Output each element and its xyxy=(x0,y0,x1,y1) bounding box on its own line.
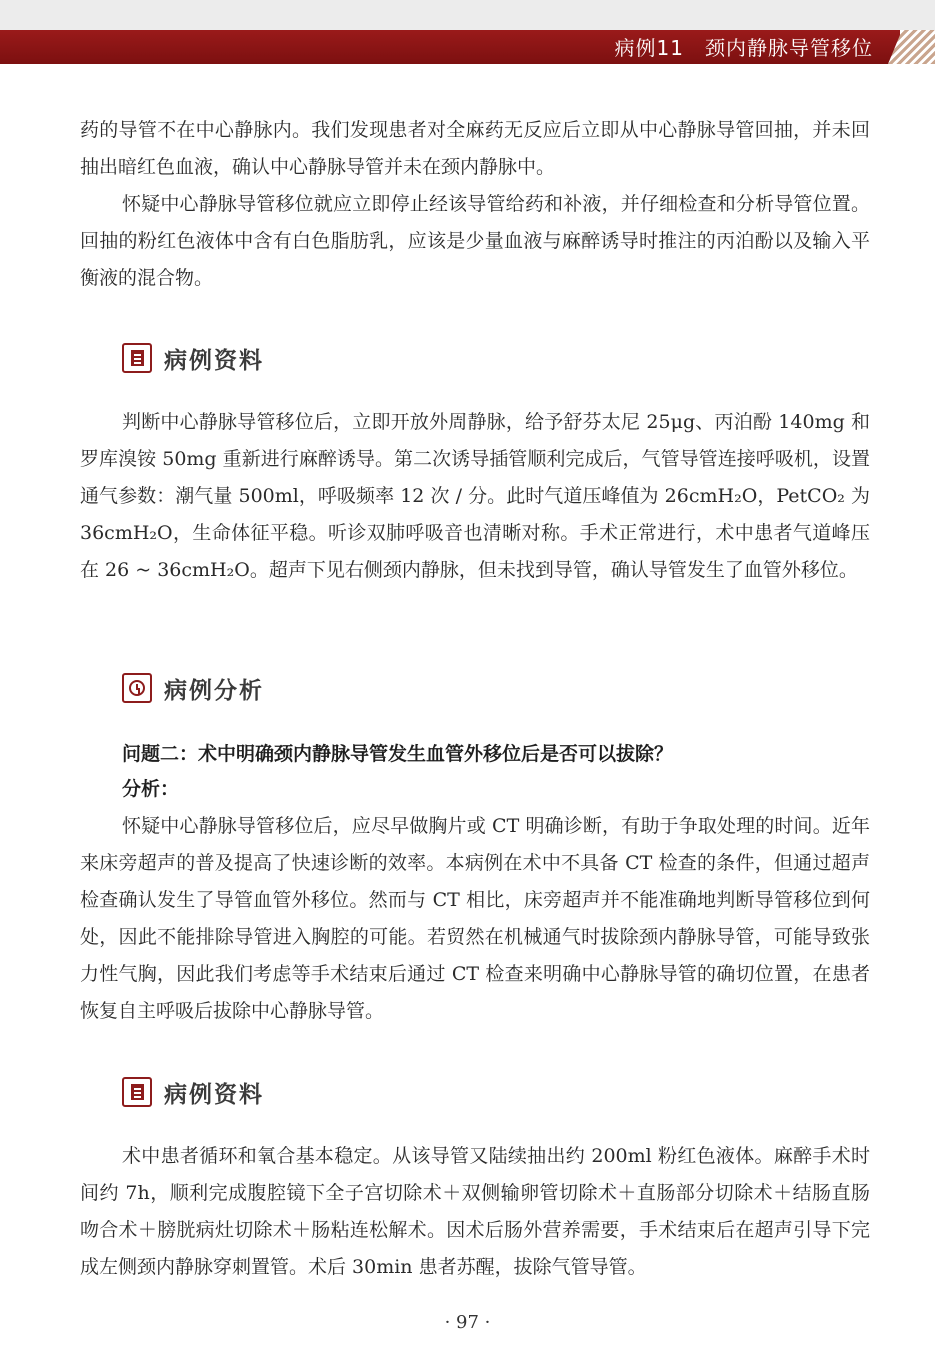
analysis-label: 分析： xyxy=(122,778,180,800)
section-title: 病例资料 xyxy=(164,347,264,374)
intro-paragraph-2: 怀疑中心静脉导管移位就应立即停止经该导管给药和补液，并仔细检查和分析导管位置。回抽的粉红色液体中含有白色脂肪乳，应该是少量血液与麻醉诱导时推注的丙泊酚以及输入平衡液的混合物。 xyxy=(80,193,870,289)
case-data-paragraph-1: 判断中心静脉导管移位后，立即开放外周静脉，给予舒芬太尼 25μg、丙泊酚 140mg 和罗库溴铵 50mg 重新进行麻醉诱导。第二次诱导插管顺利完成后，气管导管连接呼吸机，设置通气参数：潮气量 500ml，呼吸频率 12 次 / 分。此时气道压峰值为 26cmH₂O，PetCO₂ 为 36cmH₂O，生命体征平稳。听诊双肺呼吸音也清晰对称。手术正常进行，术中患者气道峰压在 26 ~ 36cmH₂O。超声下见右侧颈内静脉，但未找到导管，确认导管发生了血管外移位。 xyxy=(80,411,870,581)
chapter-title: 病例11 颈内静脉导管移位 xyxy=(614,36,873,60)
document-icon xyxy=(122,1077,152,1107)
document-icon xyxy=(122,343,152,373)
analysis-paragraph: 怀疑中心静脉导管移位后，应尽早做胸片或 CT 明确诊断，有助于争取处理的时间。近年来床旁超声的普及提高了快速诊断的效率。本病例在术中不具备 CT 检查的条件，但通过超声检查确认发生了导管血管外移位。然而与 CT 相比，床旁超声并不能准确地判断导管移位到何处，因此不能排除导管进入胸腔的可能。若贸然在机械通气时拔除颈内静脉导管，可能导致张力性气胸，因此我们考虑等手术结束后通过 CT 检查来明确中心静脉导管的确切位置，在患者恢复自主呼吸后拔除中心静脉导管。 xyxy=(80,815,870,1022)
case-data-paragraph-2: 术中患者循环和氧合基本稳定。从该导管又陆续抽出约 200ml 粉红色液体。麻醉手术时间约 7h，顺利完成腹腔镜下全子宫切除术＋双侧输卵管切除术＋直肠部分切除术＋结肠直肠吻合术＋膀胱病灶切除术＋肠粘连松解术。因术后肠外营养需要，手术结束后在超声引导下完成左侧颈内静脉穿刺置管。术后 30min 患者苏醒，拔除气管导管。 xyxy=(80,1145,870,1278)
top-margin xyxy=(0,0,935,30)
section-heading-case-data-2 xyxy=(122,1074,264,1110)
section-title: 病例分析 xyxy=(164,677,264,704)
page-number: · 97 · xyxy=(444,1312,491,1333)
question-heading: 问题二：术中明确颈内静脉导管发生血管外移位后是否可以拔除？ xyxy=(122,743,674,765)
section-title: 病例资料 xyxy=(164,1081,264,1108)
section-heading-case-data-1 xyxy=(122,340,264,376)
intro-paragraph-1: 药的导管不在中心静脉内。我们发现患者对全麻药无反应后立即从中心静脉导管回抽，并未回抽出暗红色血液，确认中心静脉导管并未在颈内静脉中。 xyxy=(80,119,870,178)
section-heading-case-analysis xyxy=(122,670,264,706)
clock-icon xyxy=(122,673,152,703)
